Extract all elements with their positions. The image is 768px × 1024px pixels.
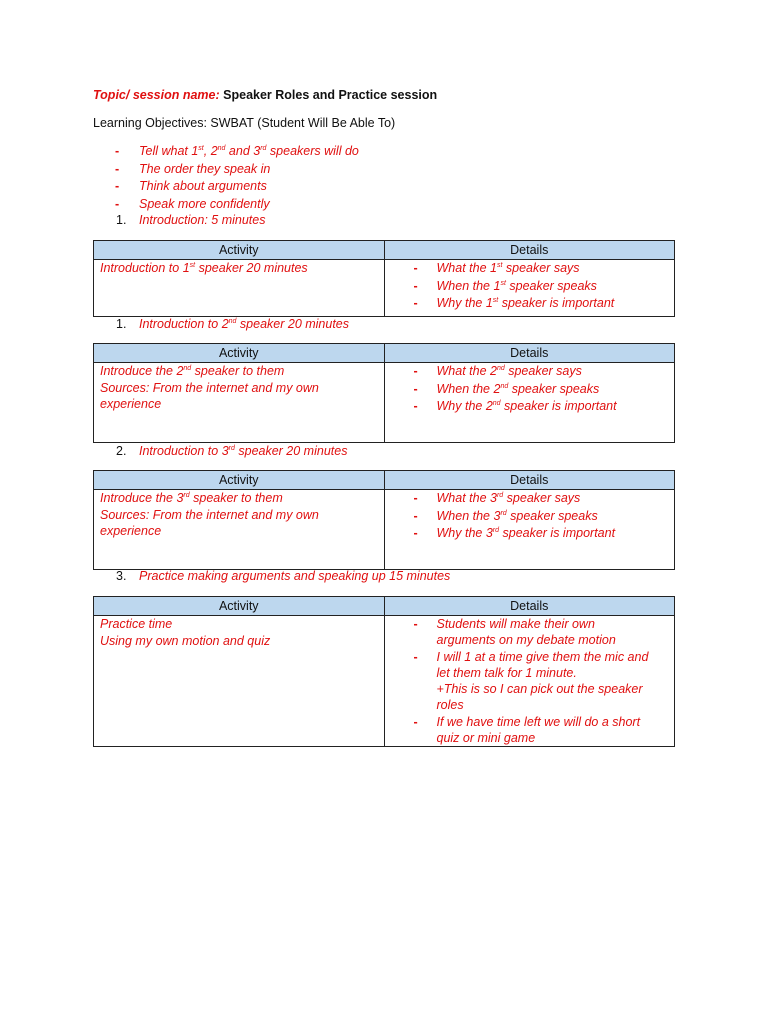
list-item: [93, 178, 359, 196]
section-text: Introduction to 3rd speaker 20 minutes: [139, 444, 348, 458]
section-number: 3.: [116, 569, 127, 583]
bullet-dash: -: [413, 526, 418, 540]
list-item: - What the 2nd speaker says: [391, 363, 669, 381]
bullet-dash: -: [413, 714, 418, 729]
objective-text: Speak more confidently: [139, 196, 270, 211]
list-item: - Why the 1st speaker is important: [391, 295, 669, 313]
bullet-dash: -: [413, 381, 418, 396]
list-item: [93, 196, 359, 214]
objective-text: Think about arguments: [139, 179, 267, 193]
bullet-dash: -: [115, 144, 120, 158]
list-item: - When the 2nd speaker speaks: [391, 381, 669, 399]
list-item: - When the 1st speaker speaks: [391, 278, 669, 296]
activity-header: Activity: [94, 597, 385, 616]
details-header: Details: [384, 471, 675, 490]
objectives-list: [93, 143, 359, 213]
details-header: Details: [384, 344, 675, 363]
activity-cell: Introduce the 3rd speaker to them Sources: From the internet and my own experience: [94, 490, 385, 570]
details-cell: [384, 363, 675, 443]
activity-table-1: [93, 240, 675, 317]
details-list: [391, 363, 669, 416]
list-item: [93, 161, 359, 179]
list-item: - Why the 3rd speaker is important: [391, 525, 669, 543]
bullet-dash: -: [115, 196, 120, 211]
list-item: - I will 1 at a time give them the mic and let them talk for 1 minute. +This is so I can pick out the speaker roles: [413, 649, 649, 713]
bullet-dash: -: [413, 399, 418, 413]
bullet-dash: -: [413, 364, 418, 378]
topic-value: Speaker Roles and Practice session: [223, 88, 438, 102]
details-list: [391, 616, 669, 746]
list-item: - If we have time left we will do a short quiz or mini game: [413, 714, 641, 746]
activity-table-3: [93, 470, 675, 570]
list-item: - Students will make their own arguments on my debate motion: [413, 617, 616, 648]
bullet-dash: -: [115, 161, 120, 176]
activity-header: Activity: [94, 471, 385, 490]
list-item: [93, 143, 359, 161]
section-text: Introduction to 2nd speaker 20 minutes: [139, 317, 350, 331]
activity-cell: Introduce the 2nd speaker to them Sources: From the internet and my own experience: [94, 363, 385, 443]
details-cell: [384, 260, 675, 317]
topic-heading: [93, 88, 437, 102]
details-header: Details: [384, 241, 675, 260]
objective-text: The order they speak in: [139, 161, 271, 176]
bullet-dash: -: [413, 617, 418, 631]
learning-objectives: Learning Objectives: SWBAT (Student Will Be Able To): [93, 116, 396, 130]
details-list: [391, 260, 669, 313]
bullet-dash: -: [115, 179, 120, 193]
activity-table-2: [93, 343, 675, 443]
activity-table-4: [93, 596, 675, 747]
objective-text: Tell what 1st, 2nd and 3rd speakers will do: [139, 144, 359, 158]
details-cell: [384, 616, 675, 747]
details-header: Details: [384, 597, 675, 616]
details-list: [391, 490, 669, 543]
list-item: - What the 3rd speaker says: [391, 490, 669, 508]
details-cell: [384, 490, 675, 570]
bullet-dash: -: [413, 261, 418, 275]
activity-cell: Practice time Using my own motion and quiz: [94, 616, 385, 747]
bullet-dash: -: [413, 278, 418, 293]
activity-header: Activity: [94, 241, 385, 260]
topic-label: Topic/ session name:: [93, 88, 220, 102]
list-item: - What the 1st speaker says: [391, 260, 669, 278]
activity-cell: Introduction to 1st speaker 20 minutes: [94, 260, 385, 317]
bullet-dash: -: [413, 649, 418, 664]
list-item: - When the 3rd speaker speaks: [391, 508, 669, 526]
section-text: Introduction: 5 minutes: [139, 213, 266, 227]
bullet-dash: -: [413, 296, 418, 310]
list-item: - Why the 2nd speaker is important: [391, 398, 669, 416]
section-number: 2.: [116, 444, 127, 458]
section-number: 1.: [116, 213, 127, 227]
bullet-dash: -: [413, 491, 418, 505]
activity-header: Activity: [94, 344, 385, 363]
bullet-dash: -: [413, 508, 418, 523]
section-number: 1.: [116, 317, 127, 331]
section-text: Practice making arguments and speaking up 15 minutes: [139, 569, 451, 583]
